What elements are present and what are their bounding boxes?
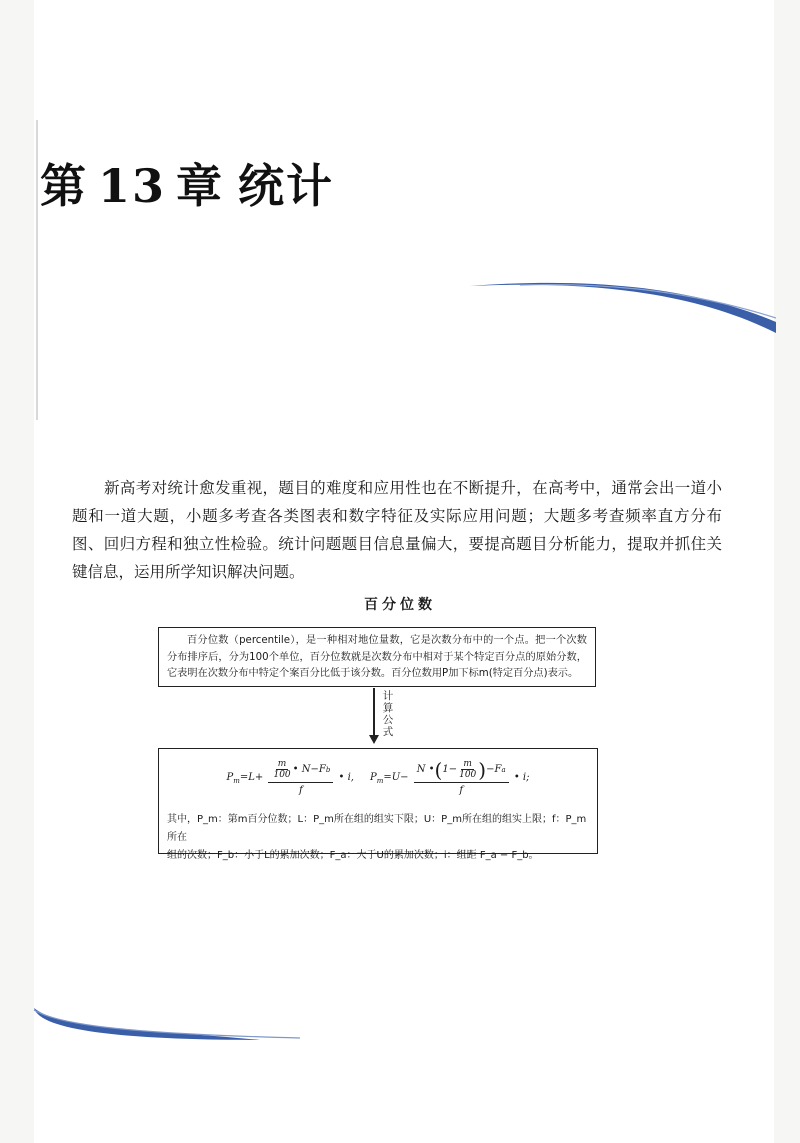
chapter-title — [40, 150, 334, 216]
legend-line-2: 组的次数；F_b：小于L的累加次数；F_a：大于U的累加次数；i：组距 F_a − F_b。 — [167, 850, 539, 861]
flow-arrow-head — [369, 735, 379, 744]
formula-box — [158, 748, 598, 861]
legend-line-1: 其中，P_m：第m百分位数；L：P_m所在组的组实下限；U：P_m所在组的组实上限；f：P_m所在 — [167, 814, 587, 843]
definition-box: 百分位数（percentile），是一种相对地位量数，它是次数分布中的一个点。把一个次数分布排序后，分为100个单位，百分位数就是次数分布中相对于某个特定百分点的原始分数，它表明在次数分布中特定个案百分比低于该分数。百分位数用P加下标m(特定百分点)表示。 — [158, 627, 596, 687]
formula-legend — [167, 811, 589, 865]
diagram-title: 百分位数 — [364, 597, 436, 613]
chapter-name: 统计 — [238, 159, 335, 213]
chapter-prefix: 第 — [40, 159, 88, 213]
chapter-suffix: 章 — [176, 159, 225, 213]
intro-paragraph: 新高考对统计愈发重视，题目的难度和应用性也在不断提升，在高考中，通常会出一道小题和一道大题，小题多考查各类图表和数字特征及实际应用问题；大题多考查频率直方分布图、回归方程和独立性检验。统计问题题目信息量偏大，要提高题目分析能力，提取并抓住关键信息，运用所学知识解决问题。 — [72, 478, 722, 581]
flow-arrow — [373, 688, 375, 738]
left-margin-rule — [36, 120, 38, 420]
formula-1: $P_m=L+$ $\frac{m}{100}$ • N−F b f • i, — [226, 759, 354, 796]
formula-row — [159, 759, 597, 796]
chapter-number: 13 — [98, 159, 167, 213]
formula-2: $P_m=U-$ N • ( 1− $\frac{m}{100}$ ) −F a f • i; — [369, 757, 530, 796]
arrow-label: 计算公式 — [382, 690, 394, 738]
